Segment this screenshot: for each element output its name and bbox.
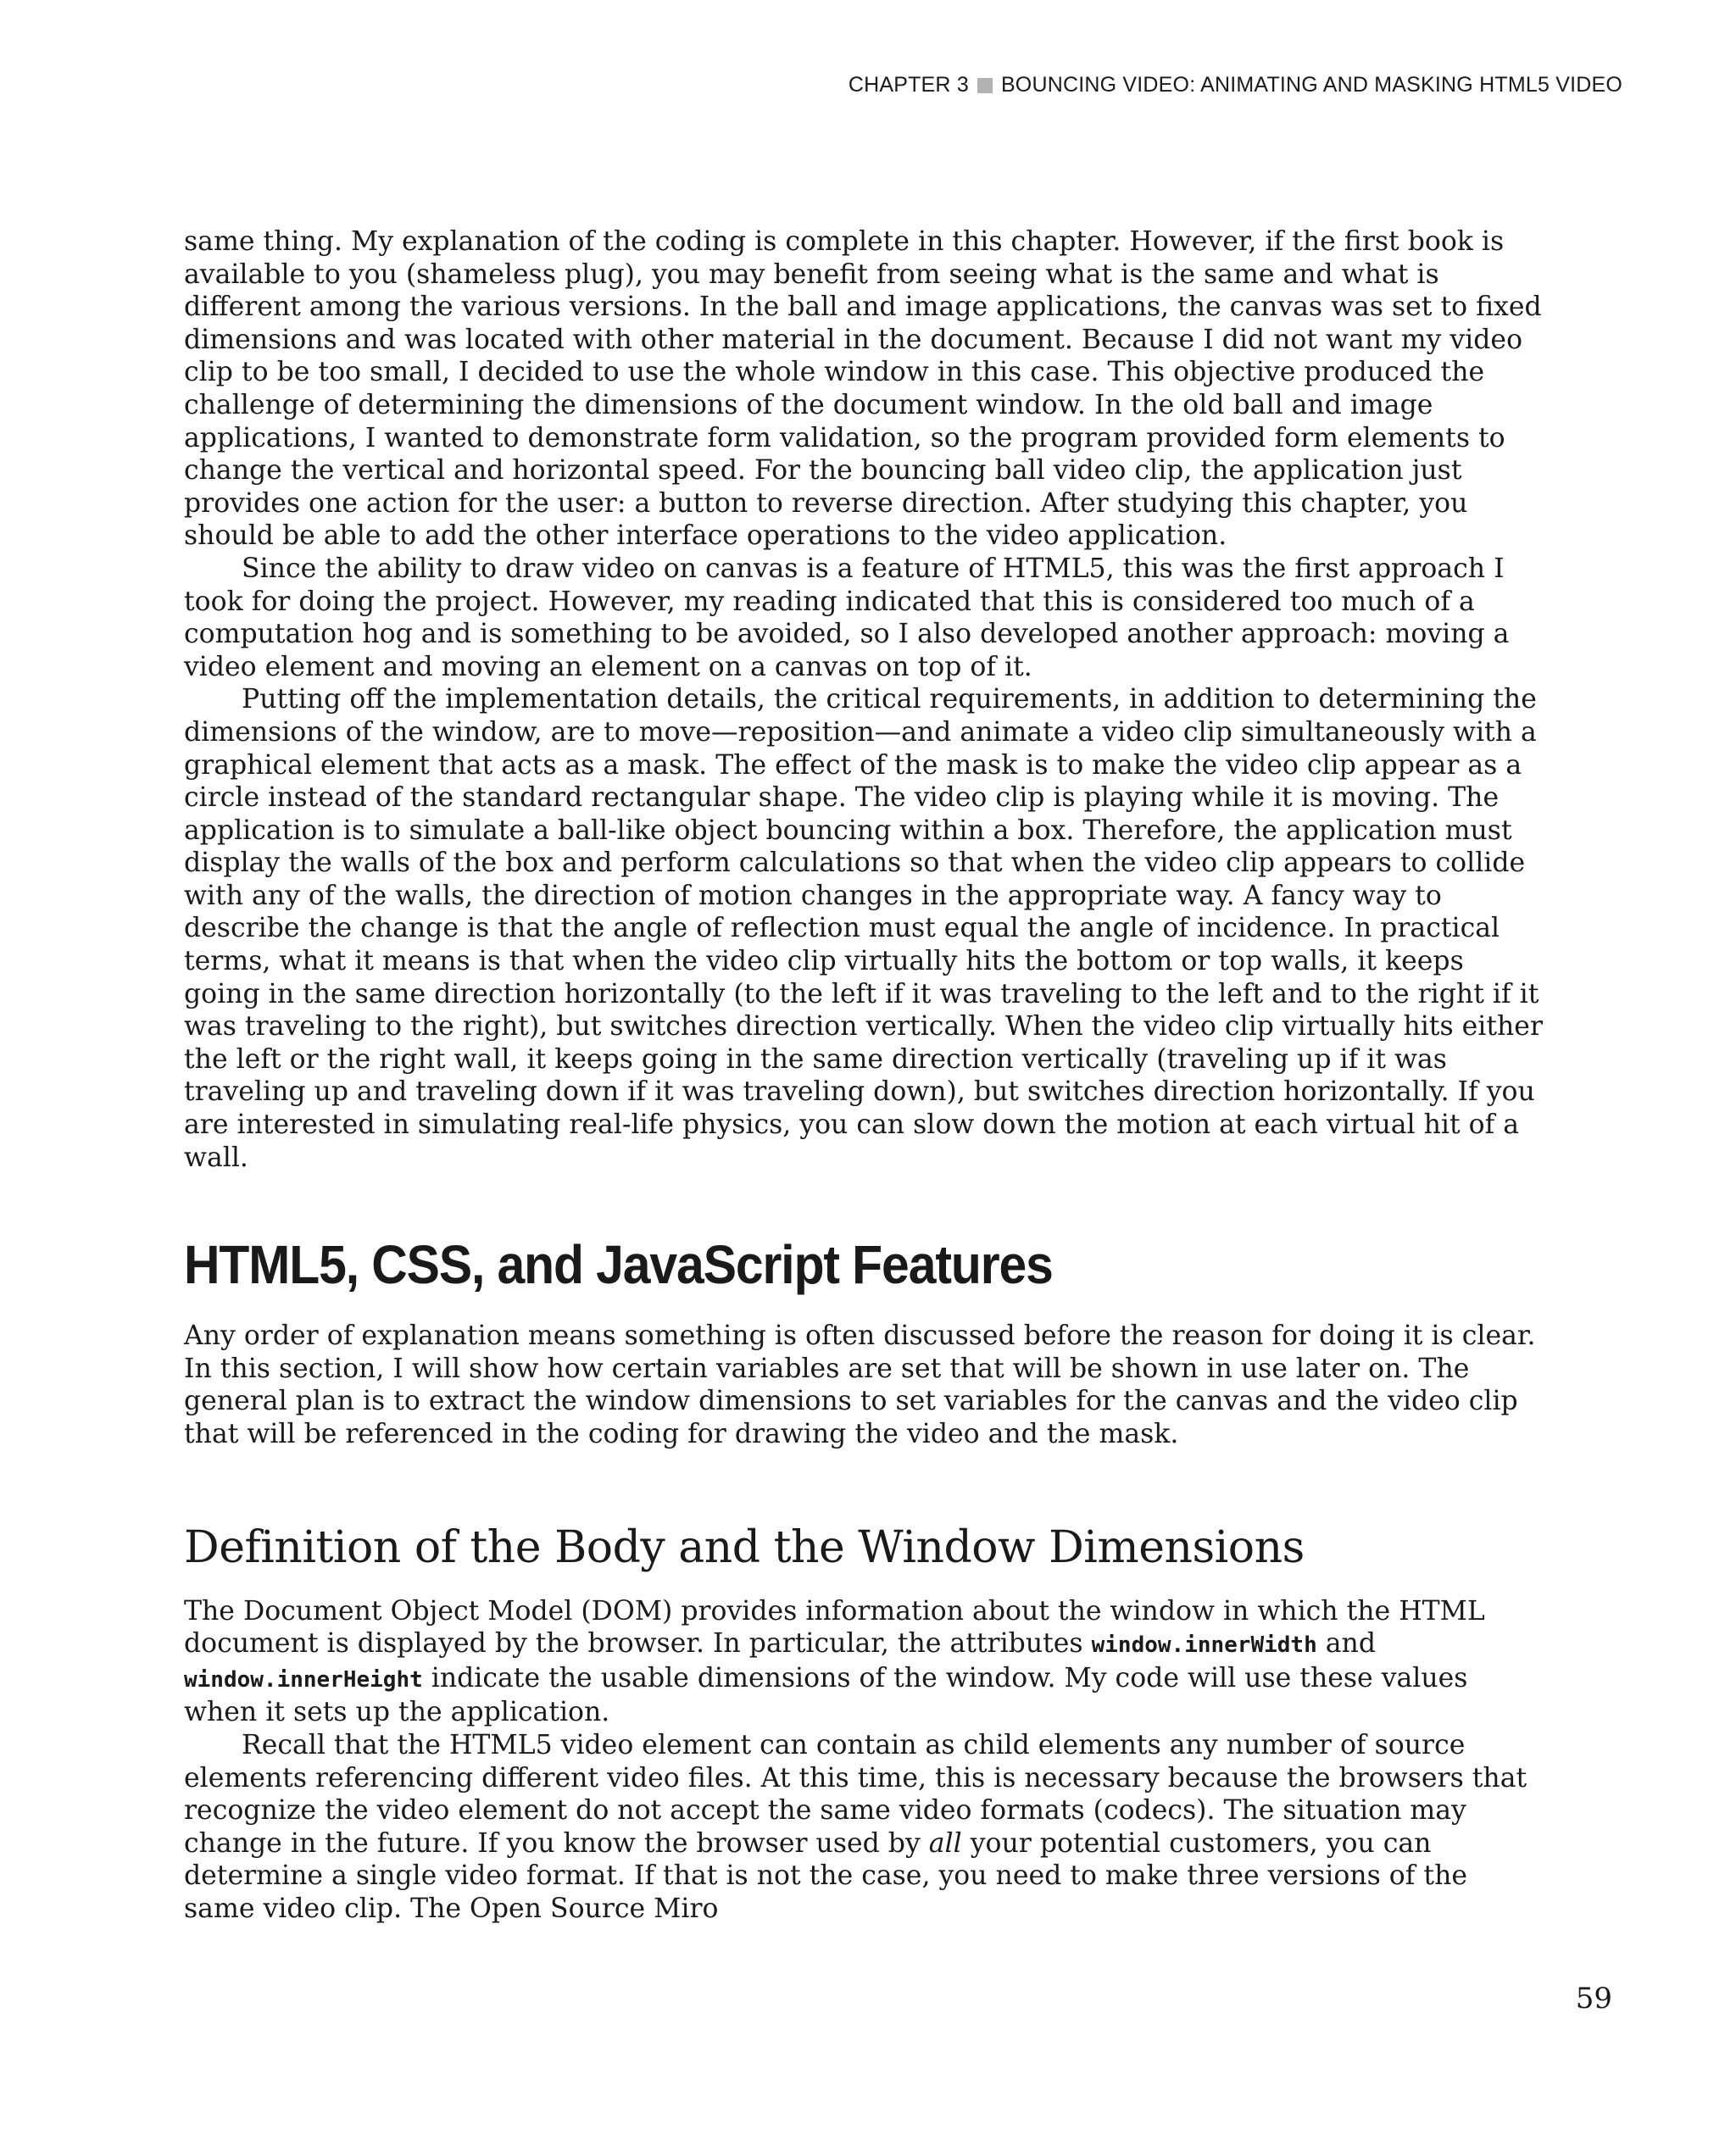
section-heading: HTML5, CSS, and JavaScript Features: [184, 1234, 1053, 1296]
subsection-paragraph-2: [184, 1729, 1544, 1926]
square-separator-icon: [977, 78, 993, 93]
subsection-heading: Definition of the Body and the Window Dimensions: [184, 1521, 1305, 1573]
body-text: [184, 225, 1544, 1926]
intro-paragraph-3: Putting off the implementation details, the critical requirements, in addition to determining the dimensions of the window, are to move—reposition—and animate a video clip simultaneously with a graphical element that acts as a mask. The effect of the mask is to make the video clip appear as a circle instead of the standard rectangular shape. The video clip is playing while it is moving. The application is to simulate a ball-like object bouncing within a box. Therefore, the application must display the walls of the box and perform calculations so that when the video clip appears to collide with any of the walls, the direction of motion changes in the appropriate way. A fancy way to describe the change is that the angle of reflection must equal the angle of incidence. In practical terms, what it means is that when the video clip virtually hits the bottom or top walls, it keeps going in the same direction horizontally (to the left if it was traveling to the left and to the right if it was traveling to the right), but switches direction vertically. When the video clip virtually hits either the left or the right wall, it keeps going in the same direction vertically (traveling up if it was traveling up and traveling down if it was traveling down), but switches direction horizontally. If you are interested in simulating real-life physics, you can slow down the motion at each virtual hit of a wall.: [184, 684, 1544, 1173]
text-run: and: [1316, 1628, 1376, 1660]
text-run: your potential customers, you can determine a single video format. If that is not the case, you need to make three versions of the same video clip. The Open Source Miro: [184, 1827, 1467, 1924]
intro-paragraph-2: Since the ability to draw video on canvas is a feature of HTML5, this was the first approach I took for doing the project. However, my reading indicated that this is considered too much of a computation hog and is something to be avoided, so I also developed another approach: moving a video element and moving an element on a canvas on top of it.: [184, 553, 1510, 682]
intro-paragraph-1: same thing. My explanation of the coding is complete in this chapter. However, if the first book is available to you (shameless plug), you may benefit from seeing what is the same and what is different among the various versions. In the ball and image applications, the canvas was set to fixed dimensions and was located with other material in the document. Because I did not want my video clip to be too small, I decided to use the whole window in this case. This objective produced the challenge of determining the dimensions of the document window. In the old ball and image applications, I wanted to demonstrate form validation, so the program provided form elements to change the vertical and horizontal speed. For the bouncing ball video clip, the application just provides one action for the user: a button to reverse direction. After studying this chapter, you should be able to add the other interface operations to the video application.: [184, 226, 1542, 552]
text-run: The Document Object Model (DOM) provides information about the window in which the HTML document is displayed by the browser. In particular, the attributes: [184, 1595, 1485, 1660]
text-run: indicate the usable dimensions of the window. My code will use these values when it sets up the application.: [184, 1662, 1468, 1728]
text-run: Recall that the HTML5 video element can contain as child elements any number of source elements referencing different video files. At this time, this is necessary because the browsers that recognize the video element do not accept the same video formats (codecs). The situation may change in the future. If you know the browser used by: [184, 1729, 1527, 1859]
emphasis-all: all: [928, 1827, 962, 1859]
code-window-innerheight: window.innerHeight: [184, 1666, 423, 1693]
page-number: 59: [1575, 1982, 1612, 2016]
chapter-label: CHAPTER 3: [848, 73, 969, 97]
running-header: [849, 73, 1622, 97]
code-window-innerwidth: window.innerWidth: [1091, 1632, 1317, 1659]
subsection-paragraph-1: [184, 1595, 1544, 1729]
section-paragraph-1: Any order of explanation means something is often discussed before the reason for doing it is clear. In this section, I will show how certain variables are set that will be shown in use later on. The general plan is to extract the window dimensions to set variables for the canvas and the video clip that will be referenced in the coding for drawing the video and the mask.: [184, 1321, 1536, 1449]
chapter-title: BOUNCING VIDEO: ANIMATING AND MASKING HTML5 VIDEO: [1000, 73, 1622, 97]
